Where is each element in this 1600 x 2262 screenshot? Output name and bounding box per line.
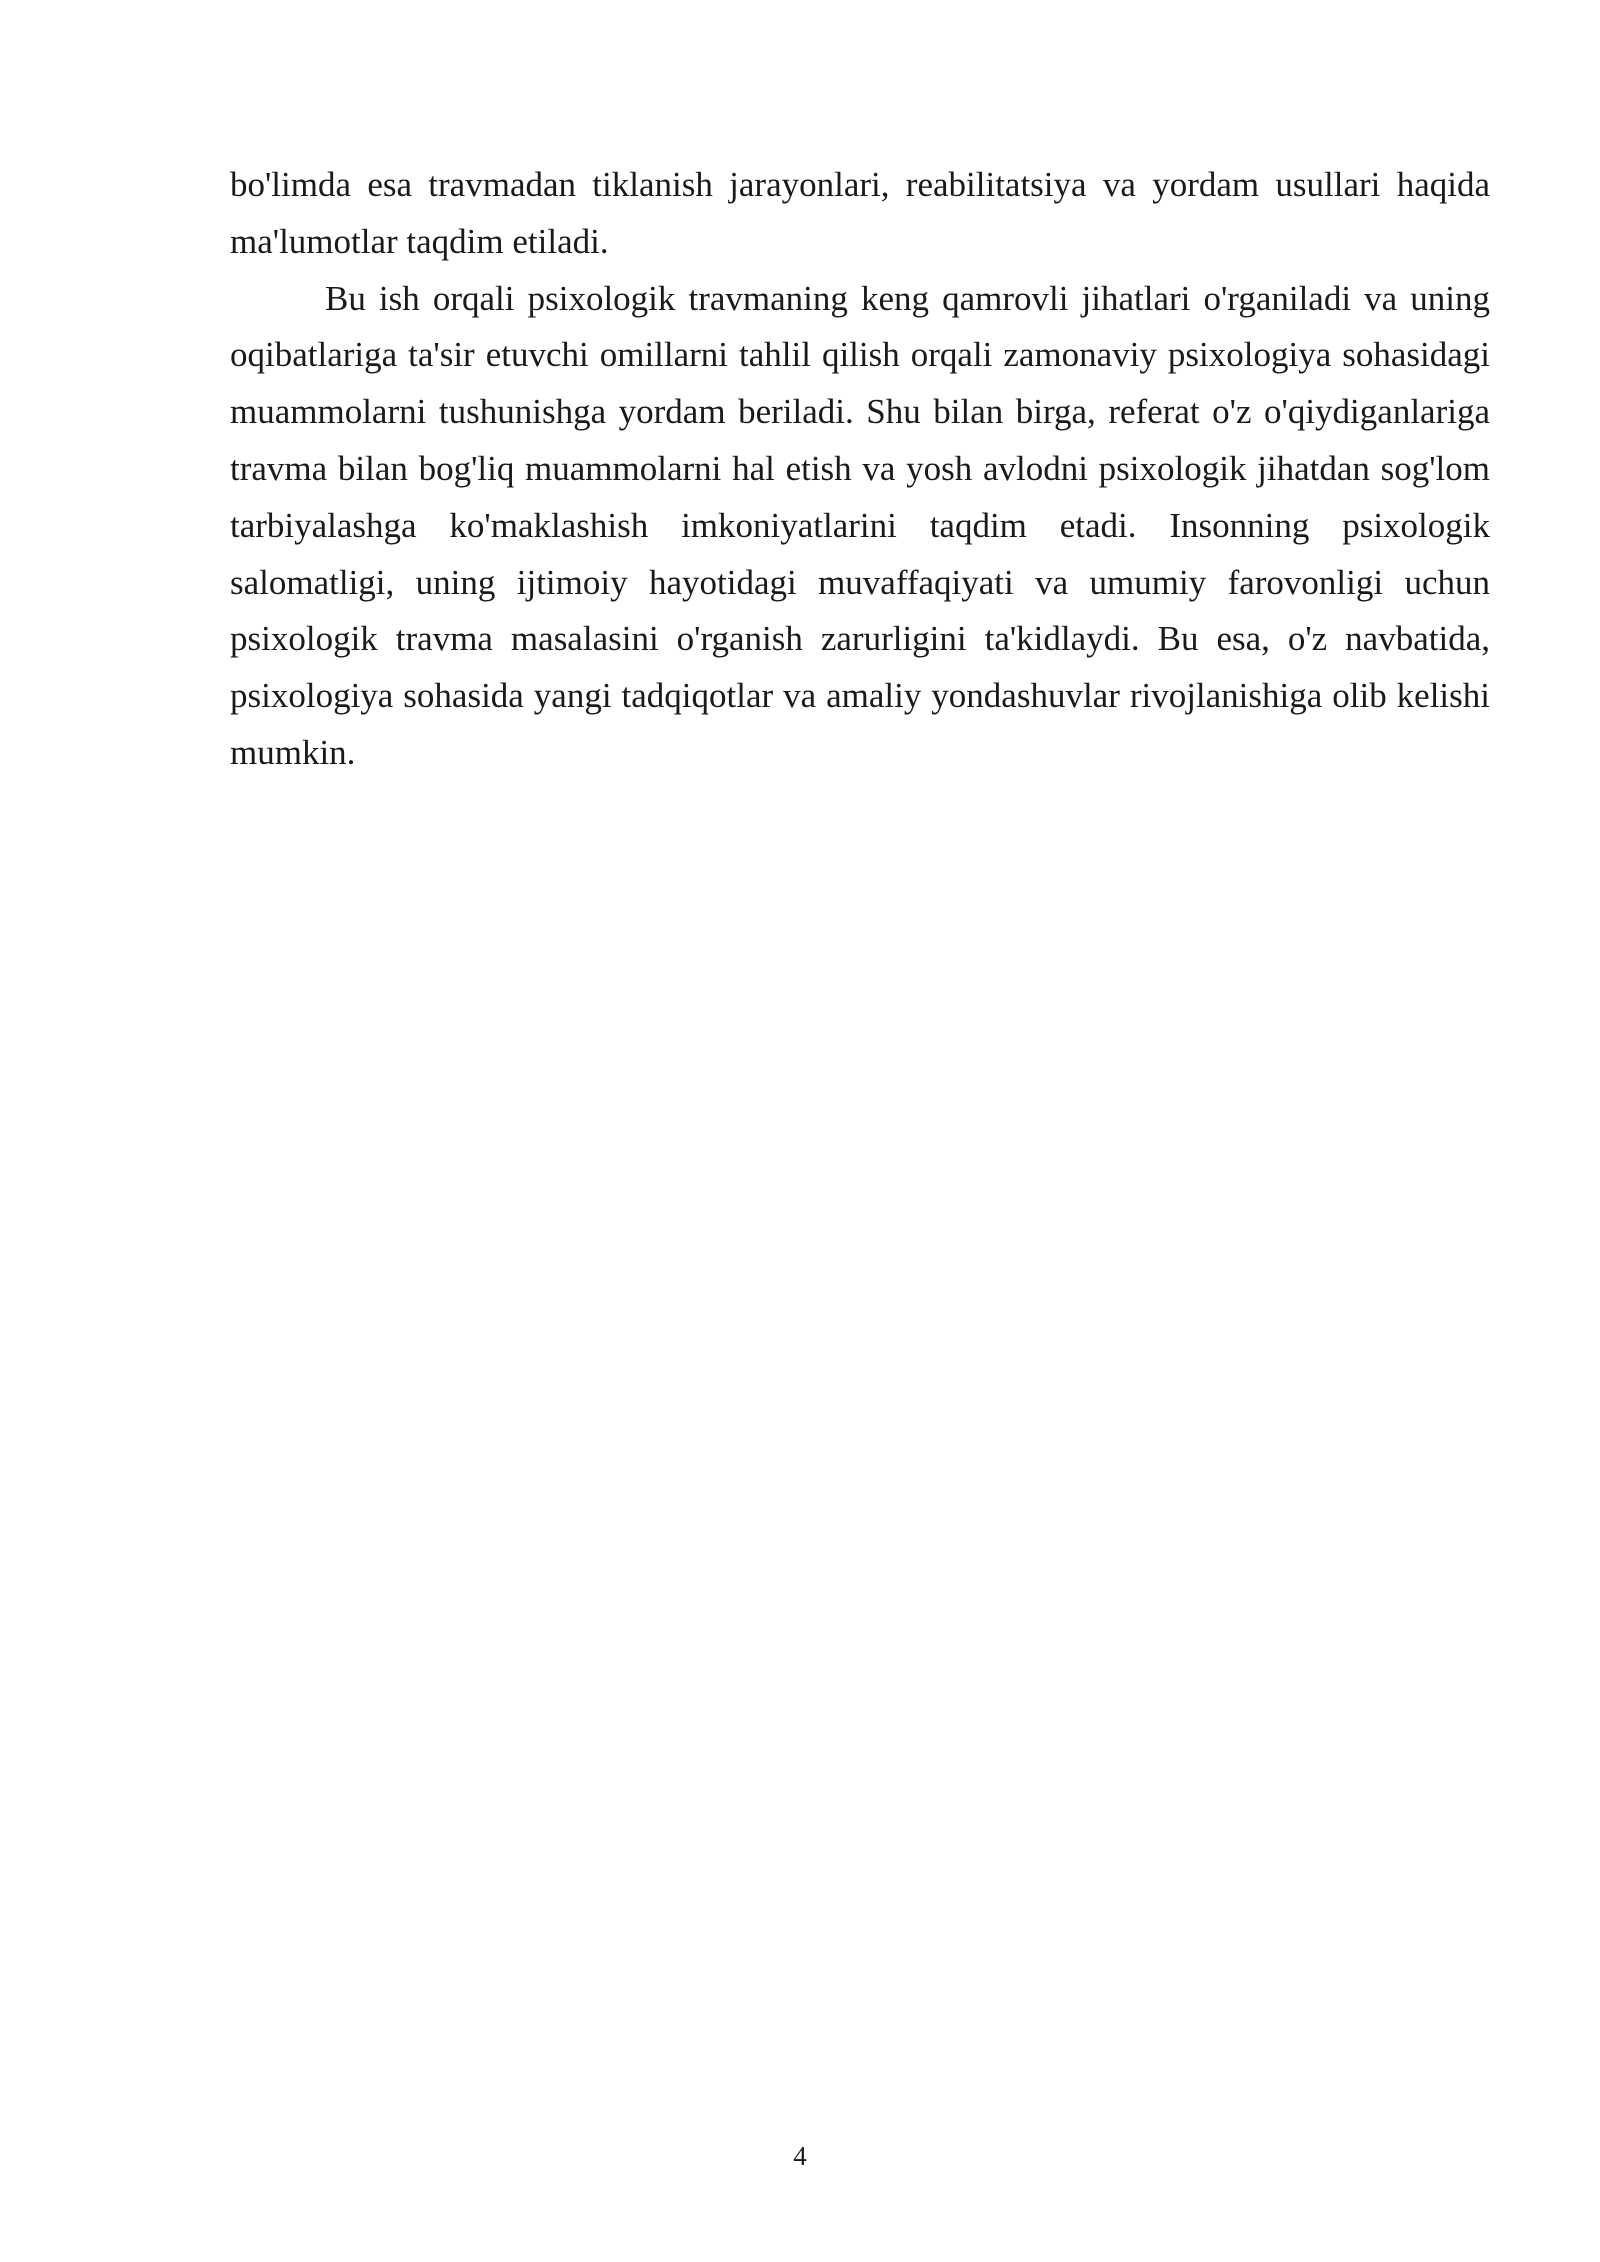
page-number: 4 bbox=[793, 2141, 807, 2171]
paragraph-main: Bu ish orqali psixologik travmaning keng qamrovli jihatlari o'rganiladi va uning oqibatlariga ta'sir etuvchi omillarni tahlil qilish orqali zamonaviy psixologiya sohasidagi muammolarni tushunishga yordam beriladi. Shu bilan birga, referat o'z o'qiydiganlariga travma bilan bog'liq muammolarni hal etish va yosh avlodni psixologik jihatdan sog'lom tarbiyalashga ko'maklashish imkoniyatlarini taqdim etadi. Insonning psixologik salomatligi, uning ijtimoiy hayotidagi muvaffaqiyati va umumiy farovonligi uchun psixologik travma masalasini o'rganish zarurligini ta'kidlaydi. Bu esa, o'z navbatida, psixologiya sohasida yangi tadqiqotlar va amaliy yondashuvlar rivojlanishiga olib kelishi mumkin. bbox=[230, 278, 1490, 772]
paragraph-continuation: bo'limda esa travmadan tiklanish jarayonlari, reabilitatsiya va yordam usullari haqida ma'lumotlar taqdim etiladi. bbox=[230, 165, 1490, 261]
document-body bbox=[230, 157, 1490, 782]
